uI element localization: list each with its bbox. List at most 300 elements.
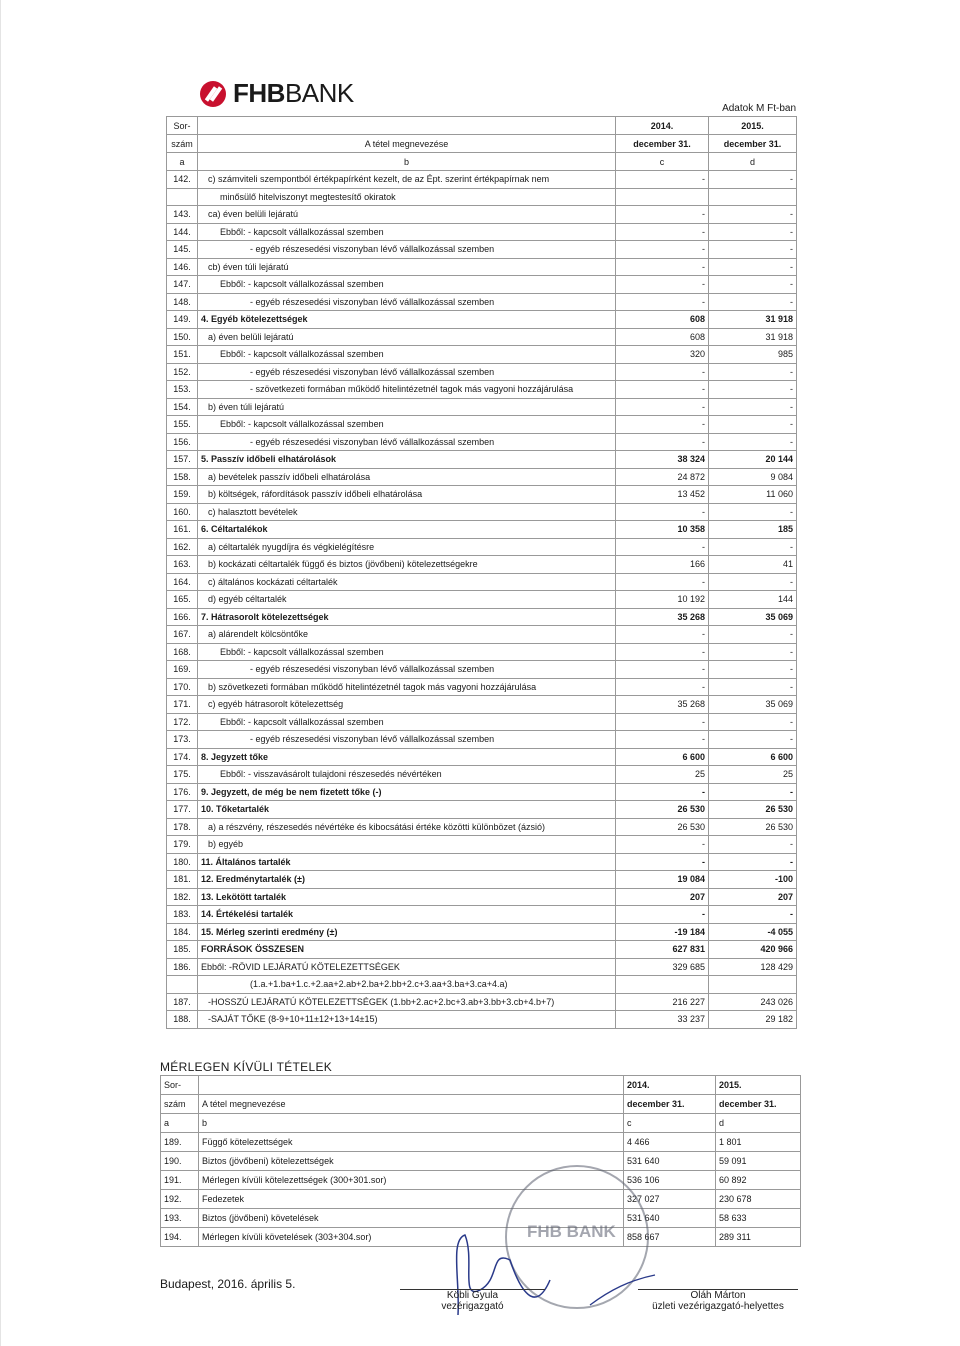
value-2015: 289 311 xyxy=(716,1228,801,1247)
value-2015: 29 182 xyxy=(709,1011,797,1029)
value-2015: 26 530 xyxy=(709,818,797,836)
col-d-header-year: 2015. xyxy=(709,117,797,135)
signer-2-name: Oláh Márton xyxy=(690,1290,746,1301)
table-row xyxy=(167,538,797,556)
value-2014: 6 600 xyxy=(616,748,709,766)
value-2014: 35 268 xyxy=(616,608,709,626)
item-name: Függő kötelezettségek xyxy=(199,1133,624,1152)
value-2014: - xyxy=(616,731,709,749)
item-name: -SAJÁT TŐKE (8-9+10+11±12+13+14±15) xyxy=(198,1011,616,1029)
letter-b: b xyxy=(198,153,616,171)
stamp-text: FHB BANK xyxy=(527,1222,616,1241)
table-row xyxy=(161,1152,801,1171)
signer-2-title: üzleti vezérigazgató-helyettes xyxy=(652,1301,784,1312)
table-row xyxy=(167,451,797,469)
item-name: a) alárendelt kölcsöntőke xyxy=(198,626,616,644)
value-2015: - xyxy=(709,783,797,801)
off-letter-row xyxy=(161,1114,801,1133)
col-c-header-year: 2014. xyxy=(616,117,709,135)
row-number: 158. xyxy=(167,468,198,486)
row-number: 151. xyxy=(167,346,198,364)
value-2015: 59 091 xyxy=(716,1152,801,1171)
value-2015: 243 026 xyxy=(709,993,797,1011)
row-number: 179. xyxy=(167,836,198,854)
value-2015: 58 633 xyxy=(716,1209,801,1228)
value-2014: 13 452 xyxy=(616,486,709,504)
value-2014: - xyxy=(616,573,709,591)
value-2014: 24 872 xyxy=(616,468,709,486)
row-number: 160. xyxy=(167,503,198,521)
value-2015: - xyxy=(709,416,797,434)
row-number: 169. xyxy=(167,661,198,679)
row-number: 153. xyxy=(167,381,198,399)
value-2014: 33 237 xyxy=(616,1011,709,1029)
value-2015: - xyxy=(709,363,797,381)
row-number: 165. xyxy=(167,591,198,609)
value-2014: - xyxy=(616,381,709,399)
value-2015: 1 801 xyxy=(716,1133,801,1152)
value-2015: 9 084 xyxy=(709,468,797,486)
value-2014: - xyxy=(616,713,709,731)
row-number xyxy=(167,188,198,206)
value-2014: - xyxy=(616,643,709,661)
table-row xyxy=(167,363,797,381)
value-2014: 327 027 xyxy=(624,1190,716,1209)
value-2014: 19 084 xyxy=(616,871,709,889)
row-number: 173. xyxy=(167,731,198,749)
row-number: 175. xyxy=(167,766,198,784)
row-number: 163. xyxy=(167,556,198,574)
table-row xyxy=(167,818,797,836)
value-2014: - xyxy=(616,171,709,189)
value-2014: 26 530 xyxy=(616,801,709,819)
row-number: 157. xyxy=(167,451,198,469)
value-2015: - xyxy=(709,276,797,294)
value-2014: - xyxy=(616,241,709,259)
value-2015: - xyxy=(709,731,797,749)
table-row xyxy=(167,206,797,224)
table-row xyxy=(167,223,797,241)
value-2014: -19 184 xyxy=(616,923,709,941)
table-row xyxy=(167,731,797,749)
col-no-header: Sor- xyxy=(167,117,198,135)
value-2014: 26 530 xyxy=(616,818,709,836)
row-number: 194. xyxy=(161,1228,199,1247)
table-row xyxy=(167,696,797,714)
off-col-name-header: A tétel megnevezése xyxy=(199,1095,624,1114)
row-number: 161. xyxy=(167,521,198,539)
item-name: Biztos (jövőbeni) követelések xyxy=(199,1209,624,1228)
value-2014: - xyxy=(616,503,709,521)
value-2014: 35 268 xyxy=(616,696,709,714)
col-c-header-date: december 31. xyxy=(616,135,709,153)
row-number: 168. xyxy=(167,643,198,661)
col-no-header-2: szám xyxy=(167,135,198,153)
item-name: Ebből: - visszavásárolt tulajdoni részesedés névértéken xyxy=(198,766,616,784)
off-letter-c: c xyxy=(624,1114,716,1133)
table-row xyxy=(167,766,797,784)
item-name: c) egyéb hátrasorolt kötelezettség xyxy=(198,696,616,714)
units-note: Adatok M Ft-ban xyxy=(722,103,796,114)
liabilities-body xyxy=(167,171,797,1029)
value-2014: - xyxy=(616,223,709,241)
value-2014: - xyxy=(616,783,709,801)
value-2015: 41 xyxy=(709,556,797,574)
value-2015: - xyxy=(709,398,797,416)
table-row xyxy=(161,1133,801,1152)
item-name: minősülő hitelviszonyt megtestesítő okiratok xyxy=(198,188,616,206)
page-edge-line xyxy=(0,0,1,1346)
table-row xyxy=(167,608,797,626)
table-row xyxy=(167,486,797,504)
table-row xyxy=(167,468,797,486)
table-row xyxy=(167,888,797,906)
value-2014: - xyxy=(616,416,709,434)
row-number: 182. xyxy=(167,888,198,906)
value-2015: 185 xyxy=(709,521,797,539)
item-name: 9. Jegyzett, de még be nem fizetett tőke (-) xyxy=(198,783,616,801)
item-name: a) a részvény, részesedés névértéke és kibocsátási értéke közötti különbözet (ázsió) xyxy=(198,818,616,836)
value-2014: - xyxy=(616,853,709,871)
row-number: 150. xyxy=(167,328,198,346)
row-number: 174. xyxy=(167,748,198,766)
row-number: 170. xyxy=(167,678,198,696)
row-number: 185. xyxy=(167,941,198,959)
table-row xyxy=(167,311,797,329)
value-2015: - xyxy=(709,661,797,679)
row-number: 155. xyxy=(167,416,198,434)
row-number: 149. xyxy=(167,311,198,329)
header-row-1 xyxy=(167,117,797,135)
row-number: 154. xyxy=(167,398,198,416)
item-name: b) éven túli lejáratú xyxy=(198,398,616,416)
table-row xyxy=(167,328,797,346)
off-header-row-1 xyxy=(161,1076,801,1095)
row-number: 190. xyxy=(161,1152,199,1171)
value-2014: - xyxy=(616,276,709,294)
item-name: b) kockázati céltartalék függő és biztos (jövőbeni) kötelezettségekre xyxy=(198,556,616,574)
row-number: 156. xyxy=(167,433,198,451)
row-number: 180. xyxy=(167,853,198,871)
item-name: 5. Passzív időbeli elhatárolások xyxy=(198,451,616,469)
item-name: 11. Általános tartalék xyxy=(198,853,616,871)
value-2014: 25 xyxy=(616,766,709,784)
value-2015: 35 069 xyxy=(709,608,797,626)
value-2015: - xyxy=(709,171,797,189)
item-name: c) általános kockázati céltartalék xyxy=(198,573,616,591)
item-name: Ebből: - kapcsolt vállalkozással szemben xyxy=(198,416,616,434)
table-row xyxy=(167,906,797,924)
off-col-d-year: 2015. xyxy=(716,1076,801,1095)
col-d-header-date: december 31. xyxy=(709,135,797,153)
value-2014: - xyxy=(616,661,709,679)
item-name: 8. Jegyzett tőke xyxy=(198,748,616,766)
table-row xyxy=(167,591,797,609)
value-2015: - xyxy=(709,713,797,731)
col-name-header: A tétel megnevezése xyxy=(198,135,616,153)
table-row xyxy=(167,503,797,521)
value-2014: 207 xyxy=(616,888,709,906)
item-name: 15. Mérleg szerinti eredmény (±) xyxy=(198,923,616,941)
item-name: - egyéb részesedési viszonyban lévő vállalkozással szemben xyxy=(198,363,616,381)
place-date: Budapest, 2016. április 5. xyxy=(160,1277,296,1291)
off-col-no-header: Sor- xyxy=(161,1076,199,1095)
row-number: 143. xyxy=(167,206,198,224)
row-number: 187. xyxy=(167,993,198,1011)
off-letter-a: a xyxy=(161,1114,199,1133)
item-name: - egyéb részesedési viszonyban lévő vállalkozással szemben xyxy=(198,433,616,451)
row-number: 177. xyxy=(167,801,198,819)
item-name: 4. Egyéb kötelezettségek xyxy=(198,311,616,329)
value-2015: - xyxy=(709,381,797,399)
row-number: 192. xyxy=(161,1190,199,1209)
value-2014: - xyxy=(616,678,709,696)
item-name: c) halasztott bevételek xyxy=(198,503,616,521)
item-name: (1.a.+1.ba+1.c.+2.aa+2.ab+2.ba+2.bb+2.c+3.aa+3.ba+3.ca+4.a) xyxy=(198,976,616,994)
signature-scribble xyxy=(440,1220,670,1330)
table-row xyxy=(167,643,797,661)
item-name: Biztos (jövőbeni) kötelezettségek xyxy=(199,1152,624,1171)
table-row xyxy=(167,783,797,801)
value-2014: 320 xyxy=(616,346,709,364)
row-number: 145. xyxy=(167,241,198,259)
value-2015: -100 xyxy=(709,871,797,889)
off-col-c-date: december 31. xyxy=(624,1095,716,1114)
brand-name: FHBBANK xyxy=(233,78,354,108)
value-2014: - xyxy=(616,626,709,644)
item-name: -HOSSZÚ LEJÁRATÚ KÖTELEZETTSÉGEK (1.bb+2.ac+2.bc+3.ab+3.bb+3.cb+4.b+7) xyxy=(198,993,616,1011)
table-row xyxy=(167,871,797,889)
value-2014: - xyxy=(616,433,709,451)
value-2014: - xyxy=(616,836,709,854)
value-2015: - xyxy=(709,906,797,924)
value-2015: 144 xyxy=(709,591,797,609)
row-number: 193. xyxy=(161,1209,199,1228)
table-row xyxy=(161,1171,801,1190)
item-name: - szövetkezeti formában működő hitelintézetnél tagok más vagyoni hozzájárulása xyxy=(198,381,616,399)
item-name: Fedezetek xyxy=(199,1190,624,1209)
value-2015: 60 892 xyxy=(716,1171,801,1190)
item-name: - egyéb részesedési viszonyban lévő vállalkozással szemben xyxy=(198,241,616,259)
item-name: cb) éven túli lejáratú xyxy=(198,258,616,276)
table-row xyxy=(167,958,797,976)
item-name: Ebből: - kapcsolt vállalkozással szemben xyxy=(198,223,616,241)
row-number: 181. xyxy=(167,871,198,889)
value-2015: 230 678 xyxy=(716,1190,801,1209)
table-row xyxy=(167,678,797,696)
value-2014: - xyxy=(616,206,709,224)
row-number: 148. xyxy=(167,293,198,311)
value-2015: 985 xyxy=(709,346,797,364)
value-2014: 536 106 xyxy=(624,1171,716,1190)
row-number: 186. xyxy=(167,958,198,976)
signer-1-name: Köbli Gyula xyxy=(446,1290,499,1301)
table-row xyxy=(167,241,797,259)
table-row xyxy=(167,713,797,731)
row-number: 191. xyxy=(161,1171,199,1190)
off-header-row-2 xyxy=(161,1095,801,1114)
letter-d: d xyxy=(709,153,797,171)
row-number: 189. xyxy=(161,1133,199,1152)
row-number: 142. xyxy=(167,171,198,189)
value-2015: - xyxy=(709,538,797,556)
item-name: b) egyéb xyxy=(198,836,616,854)
value-2014: 10 358 xyxy=(616,521,709,539)
item-name: - egyéb részesedési viszonyban lévő vállalkozással szemben xyxy=(198,293,616,311)
table-row xyxy=(167,853,797,871)
table-row xyxy=(167,346,797,364)
value-2015: - xyxy=(709,643,797,661)
signer-1-title: vezérigazgató xyxy=(441,1301,504,1312)
item-name: 12. Eredménytartalék (±) xyxy=(198,871,616,889)
value-2014: - xyxy=(616,258,709,276)
item-name: Ebből: - kapcsolt vállalkozással szemben xyxy=(198,713,616,731)
table-row xyxy=(167,171,797,189)
value-2015: 128 429 xyxy=(709,958,797,976)
value-2014: 608 xyxy=(616,311,709,329)
liabilities-table xyxy=(166,116,797,1029)
header-row-2 xyxy=(167,135,797,153)
value-2014: 166 xyxy=(616,556,709,574)
item-name: 14. Értékelési tartalék xyxy=(198,906,616,924)
item-name: ca) éven belüli lejáratú xyxy=(198,206,616,224)
value-2014: 858 667 xyxy=(624,1228,716,1247)
row-number: 146. xyxy=(167,258,198,276)
table-row xyxy=(167,521,797,539)
value-2015: 11 060 xyxy=(709,486,797,504)
table-row xyxy=(167,381,797,399)
row-number: 164. xyxy=(167,573,198,591)
value-2015: 420 966 xyxy=(709,941,797,959)
table-row xyxy=(167,941,797,959)
item-name: Mérlegen kívüli kötelezettségek (300+301.sor) xyxy=(199,1171,624,1190)
value-2015: - xyxy=(709,836,797,854)
row-number: 188. xyxy=(167,1011,198,1029)
value-2015: - xyxy=(709,503,797,521)
value-2014: 329 685 xyxy=(616,958,709,976)
fhb-logo-icon xyxy=(200,81,226,107)
row-number: 162. xyxy=(167,538,198,556)
table-row xyxy=(167,416,797,434)
table-row xyxy=(167,836,797,854)
value-2014: 531 640 xyxy=(624,1152,716,1171)
value-2015: - xyxy=(709,678,797,696)
table-row xyxy=(167,258,797,276)
value-2014: 608 xyxy=(616,328,709,346)
value-2014: - xyxy=(616,906,709,924)
value-2014: - xyxy=(616,538,709,556)
table-row xyxy=(167,993,797,1011)
value-2015: 31 918 xyxy=(709,311,797,329)
value-2015: - xyxy=(709,241,797,259)
value-2015: 6 600 xyxy=(709,748,797,766)
off-letter-b: b xyxy=(199,1114,624,1133)
value-2014: - xyxy=(616,363,709,381)
item-name: - egyéb részesedési viszonyban lévő vállalkozással szemben xyxy=(198,731,616,749)
table-row xyxy=(167,976,797,994)
item-name: 6. Céltartalékok xyxy=(198,521,616,539)
fhb-logo xyxy=(200,78,354,109)
value-2015: -4 055 xyxy=(709,923,797,941)
item-name: Ebből: - kapcsolt vállalkozással szemben xyxy=(198,643,616,661)
row-number: 147. xyxy=(167,276,198,294)
value-2014 xyxy=(616,976,709,994)
row-number: 172. xyxy=(167,713,198,731)
value-2015: - xyxy=(709,258,797,276)
row-number: 178. xyxy=(167,818,198,836)
signature-2 xyxy=(638,1289,798,1312)
table-row xyxy=(167,188,797,206)
letter-row xyxy=(167,153,797,171)
table-row xyxy=(167,573,797,591)
row-number: 159. xyxy=(167,486,198,504)
row-number: 144. xyxy=(167,223,198,241)
offbalance-title: MÉRLEGEN KÍVÜLI TÉTELEK xyxy=(160,1060,333,1074)
value-2014: 216 227 xyxy=(616,993,709,1011)
item-name: 7. Hátrasorolt kötelezettségek xyxy=(198,608,616,626)
item-name: Ebből: -RÖVID LEJÁRATÚ KÖTELEZETTSÉGEK xyxy=(198,958,616,976)
row-number: 184. xyxy=(167,923,198,941)
value-2014: 627 831 xyxy=(616,941,709,959)
item-name: d) egyéb céltartalék xyxy=(198,591,616,609)
value-2015 xyxy=(709,976,797,994)
value-2014: - xyxy=(616,398,709,416)
off-letter-d: d xyxy=(716,1114,801,1133)
table-row xyxy=(167,433,797,451)
value-2015: - xyxy=(709,433,797,451)
item-name: a) bevételek passzív időbeli elhatárolása xyxy=(198,468,616,486)
value-2015: - xyxy=(709,626,797,644)
table-row xyxy=(167,923,797,941)
value-2015: - xyxy=(709,206,797,224)
table-row xyxy=(167,293,797,311)
value-2015: 207 xyxy=(709,888,797,906)
value-2015: 35 069 xyxy=(709,696,797,714)
item-name: FORRÁSOK ÖSSZESEN xyxy=(198,941,616,959)
item-name: a) céltartalék nyugdíjra és végkielégítésre xyxy=(198,538,616,556)
value-2014: 38 324 xyxy=(616,451,709,469)
table-row xyxy=(161,1190,801,1209)
value-2014: 10 192 xyxy=(616,591,709,609)
item-name: 13. Lekötött tartalék xyxy=(198,888,616,906)
table-row xyxy=(167,1011,797,1029)
value-2015: 26 530 xyxy=(709,801,797,819)
item-name: Ebből: - kapcsolt vállalkozással szemben xyxy=(198,276,616,294)
value-2014: 4 466 xyxy=(624,1133,716,1152)
value-2015: - xyxy=(709,223,797,241)
signature-1 xyxy=(400,1289,545,1312)
off-col-no-header-2: szám xyxy=(161,1095,199,1114)
item-name: Mérlegen kívüli követelések (303+304.sor) xyxy=(199,1228,624,1247)
value-2014: 531 640 xyxy=(624,1209,716,1228)
item-name: b) költségek, ráfordítások passzív időbeli elhatárolása xyxy=(198,486,616,504)
value-2015: - xyxy=(709,293,797,311)
value-2015: 25 xyxy=(709,766,797,784)
table-row xyxy=(167,556,797,574)
item-name: b) szövetkezeti formában működő hitelintézetnél tagok más vagyoni hozzájárulása xyxy=(198,678,616,696)
row-number: 166. xyxy=(167,608,198,626)
letter-a: a xyxy=(167,153,198,171)
item-name: 10. Tőketartalék xyxy=(198,801,616,819)
off-col-d-date: december 31. xyxy=(716,1095,801,1114)
item-name: c) számviteli szempontból értékpapírként kezelt, de az Épt. szerint értékpapírnak nem xyxy=(198,171,616,189)
row-number: 183. xyxy=(167,906,198,924)
table-row xyxy=(167,276,797,294)
item-name: - egyéb részesedési viszonyban lévő vállalkozással szemben xyxy=(198,661,616,679)
row-number: 152. xyxy=(167,363,198,381)
value-2015: 31 918 xyxy=(709,328,797,346)
row-number: 176. xyxy=(167,783,198,801)
